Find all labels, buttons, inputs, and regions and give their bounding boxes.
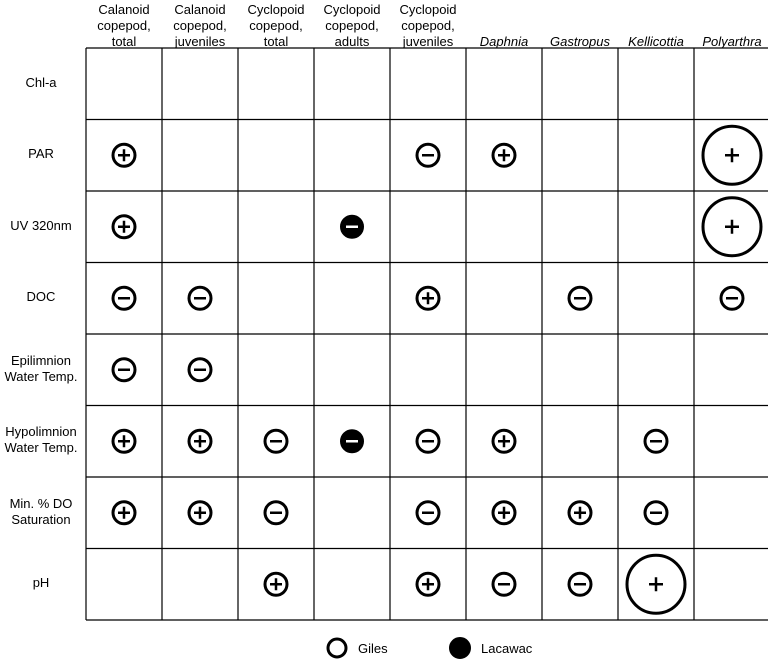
positive-effect-marker bbox=[113, 430, 135, 452]
negative-effect-marker bbox=[265, 430, 287, 452]
legend-label-giles: Giles bbox=[358, 640, 388, 656]
column-header: Polyarthra bbox=[702, 34, 762, 49]
negative-effect-marker bbox=[341, 216, 363, 238]
legend-lacawac-marker bbox=[449, 637, 471, 659]
column-header: Gastropus bbox=[550, 34, 610, 49]
negative-effect-marker bbox=[265, 502, 287, 524]
positive-effect-marker bbox=[417, 287, 439, 309]
negative-effect-marker bbox=[569, 287, 591, 309]
row-label: DOC bbox=[26, 289, 56, 305]
positive-effect-marker bbox=[113, 216, 135, 238]
negative-effect-marker bbox=[721, 287, 743, 309]
row-label: Chl-a bbox=[25, 74, 57, 90]
positive-effect-marker bbox=[189, 430, 211, 452]
negative-effect-marker bbox=[645, 430, 667, 452]
row-label: Epilimnion Water Temp. bbox=[4, 352, 78, 384]
negative-effect-marker bbox=[113, 359, 135, 381]
column-header: Cyclopoid copepod, juveniles bbox=[399, 2, 457, 49]
negative-effect-marker bbox=[417, 430, 439, 452]
negative-effect-marker bbox=[569, 573, 591, 595]
negative-effect-marker bbox=[341, 430, 363, 452]
column-header: Calanoid copepod, juveniles bbox=[173, 2, 227, 49]
column-header: Kellicottia bbox=[628, 34, 684, 49]
negative-effect-marker bbox=[189, 359, 211, 381]
positive-effect-marker bbox=[113, 502, 135, 524]
negative-effect-marker bbox=[493, 573, 515, 595]
row-label: pH bbox=[32, 575, 50, 591]
row-label: Min. % DO Saturation bbox=[9, 495, 73, 527]
legend-item-lacawac bbox=[449, 637, 532, 659]
row-label: Hypolimnion Water Temp. bbox=[4, 424, 78, 456]
legend-giles-marker bbox=[326, 637, 348, 659]
positive-effect-marker bbox=[417, 573, 439, 595]
positive-effect-marker bbox=[703, 198, 761, 256]
column-header: Daphnia bbox=[479, 34, 529, 49]
positive-effect-marker bbox=[493, 430, 515, 452]
row-label: PAR bbox=[28, 146, 54, 162]
negative-effect-marker bbox=[113, 287, 135, 309]
legend-item-giles bbox=[326, 637, 388, 659]
positive-effect-marker bbox=[265, 573, 287, 595]
column-header: Cyclopoid copepod, total bbox=[247, 2, 305, 49]
negative-effect-marker bbox=[645, 502, 667, 524]
positive-effect-marker bbox=[569, 502, 591, 524]
row-label: UV 320nm bbox=[10, 217, 72, 233]
negative-effect-marker bbox=[417, 502, 439, 524]
negative-effect-marker bbox=[417, 144, 439, 166]
column-header: Calanoid copepod, total bbox=[97, 2, 151, 49]
column-header: Cyclopoid copepod, adults bbox=[323, 2, 381, 49]
positive-effect-marker bbox=[493, 144, 515, 166]
negative-effect-marker bbox=[189, 287, 211, 309]
positive-effect-marker bbox=[627, 555, 685, 613]
legend-label-lacawac: Lacawac bbox=[481, 640, 533, 656]
positive-effect-marker bbox=[493, 502, 515, 524]
positive-effect-marker bbox=[113, 144, 135, 166]
positive-effect-marker bbox=[703, 126, 761, 184]
positive-effect-marker bbox=[189, 502, 211, 524]
